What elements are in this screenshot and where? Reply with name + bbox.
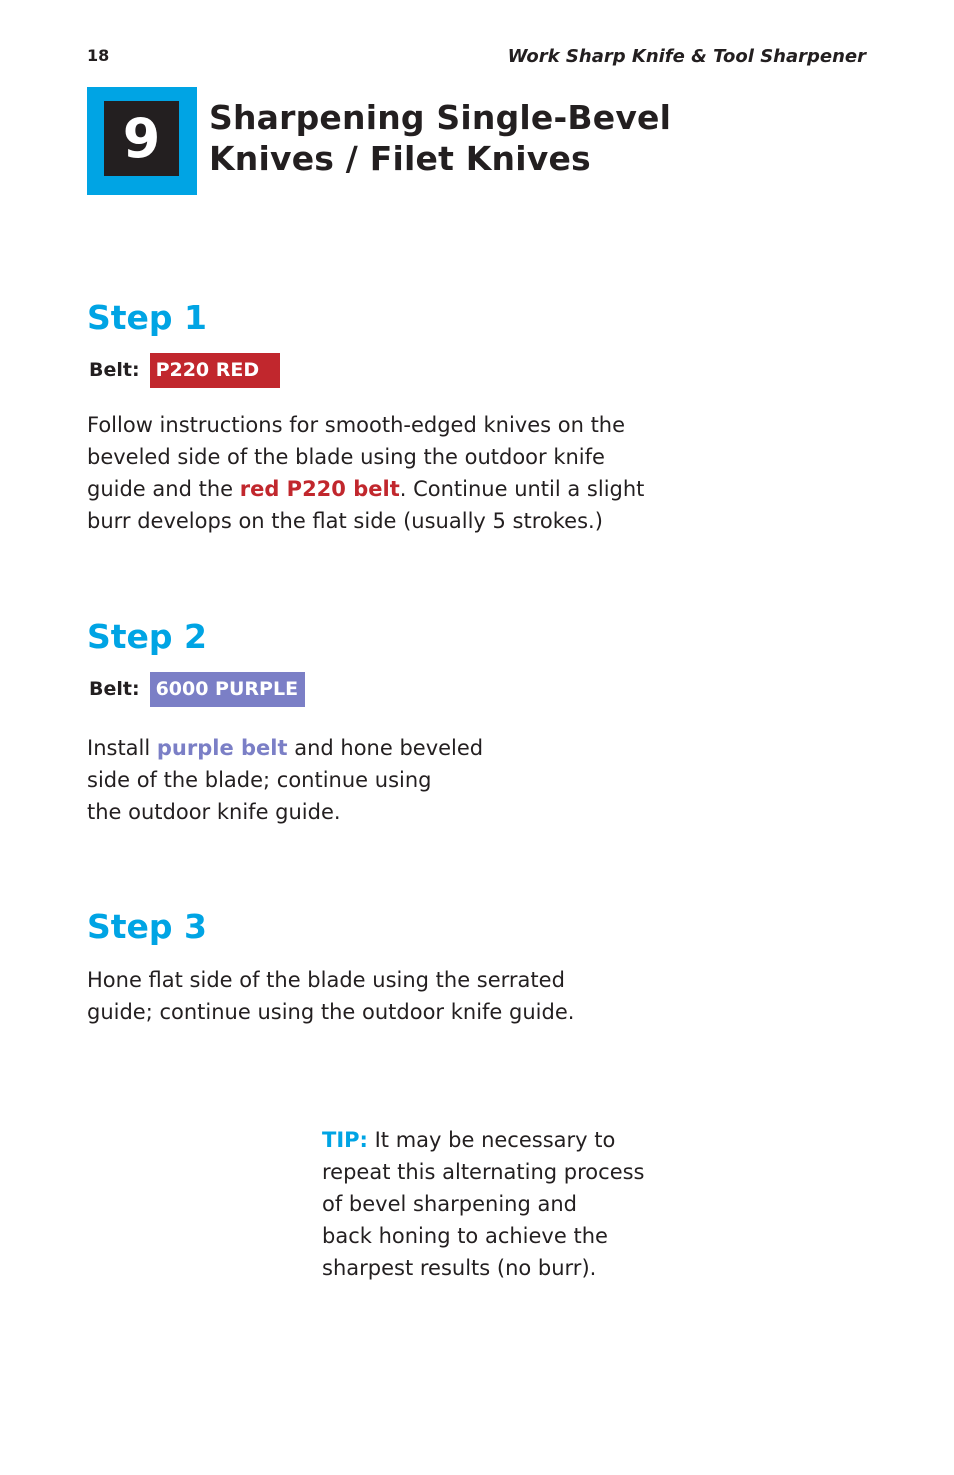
chapter-title-line: Knives / Filet Knives: [209, 139, 591, 178]
text-line: TIP: It may be necessary to: [322, 1128, 616, 1152]
belt-chip-purple: 6000 PURPLE: [150, 672, 305, 707]
text-line: guide; continue using the outdoor knife guide.: [87, 1000, 575, 1024]
step-2-heading: Step 2: [87, 617, 207, 656]
chapter-title-line: Sharpening Single-Bevel: [209, 98, 672, 137]
text-line: of bevel sharpening and: [322, 1192, 577, 1216]
chapter-badge: [87, 87, 197, 195]
text-line: Hone flat side of the blade using the serrated: [87, 968, 565, 992]
page-number: 18: [87, 46, 110, 65]
text-line: beveled side of the blade using the outdoor knife: [87, 445, 605, 469]
step-3-text: [87, 964, 574, 1028]
text-line: burr develops on the flat side (usually 5 strokes.): [87, 509, 603, 533]
belt-chip-red: P220 RED: [150, 353, 280, 388]
step-1-heading: Step 1: [87, 298, 207, 337]
step-2-belt: [89, 671, 305, 707]
belt-highlight-purple: purple belt: [156, 736, 288, 760]
text-line: the outdoor knife guide.: [87, 800, 341, 824]
text-line: Install purple belt and hone beveled: [87, 736, 484, 760]
tip-text: [322, 1124, 645, 1284]
step-1-text: [87, 409, 644, 537]
running-title: Work Sharp Knife & Tool Sharpener: [507, 46, 866, 67]
chapter-number: 9: [104, 101, 179, 176]
text-line: sharpest results (no burr).: [322, 1256, 597, 1280]
text-line: back honing to achieve the: [322, 1224, 608, 1248]
text-line: Follow instructions for smooth-edged knives on the: [87, 413, 626, 437]
step-2-text: [87, 732, 483, 828]
text-line: repeat this alternating process: [322, 1160, 645, 1184]
chapter-title: [209, 97, 671, 179]
belt-label: Belt:: [89, 359, 140, 381]
text-line: side of the blade; continue using: [87, 768, 432, 792]
tip-label: TIP:: [322, 1128, 368, 1152]
belt-label: Belt:: [89, 678, 140, 700]
step-1-belt: [89, 352, 280, 388]
text-line: guide and the red P220 belt. Continue until a slight: [87, 477, 645, 501]
belt-highlight-red: red P220 belt: [239, 477, 400, 501]
step-3-heading: Step 3: [87, 907, 207, 946]
